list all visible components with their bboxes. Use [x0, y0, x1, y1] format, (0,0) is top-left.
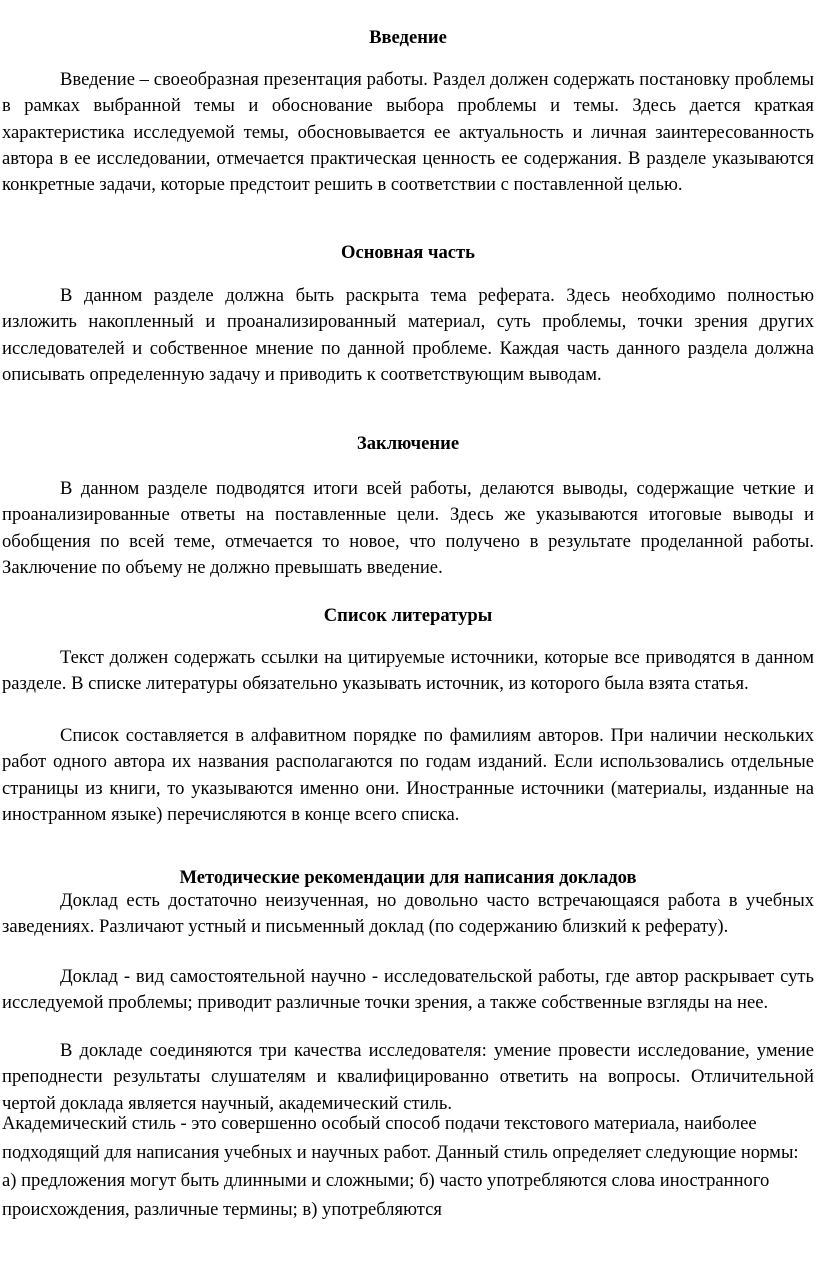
heading-intro: Введение: [369, 27, 447, 48]
paragraph-references-1: Текст должен содержать ссылки на цитируемые источники, которые все приводятся в данном разделе. В списке литературы обязательно указывать источник, из которого была взята статья.: [2, 647, 814, 695]
paragraph-reports-2: Доклад - вид самостоятельной научно - исследовательской работы, где автор раскрывает суть исследуемой проблемы; приводит различные точки зрения, а также собственные взгляды на нее.: [2, 966, 814, 1014]
heading-reports: Методические рекомендации для написания докладов: [179, 867, 637, 888]
paragraph-reports-3: В докладе соединяются три качества исследователя: умение провести исследование, умение преподнести результаты слушателям и квалифицированно ответить на вопросы. Отличительной чертой доклада является научный, академический стиль.: [2, 1040, 814, 1114]
paragraph-main: В данном разделе должна быть раскрыта тема реферата. Здесь необходимо полностью изложить накопленный и проанализированный материал, суть проблемы, точки зрения других исследователей и собственное мнение по данной проблеме. Каждая часть данного раздела должна описывать определенную задачу и приводить к соответствующим выводам.: [2, 285, 814, 385]
paragraph-references-2: Список составляется в алфавитном порядке по фамилиям авторов. При наличии нескольких работ одного автора их названия располагаются по годам изданий. Если использовались отдельные страницы из книги, то указываются именно они. Иностранные источники (материалы, изданные на иностранном языке) перечисляются в конце всего списка.: [2, 725, 814, 825]
paragraph-reports-1: Доклад есть достаточно неизученная, но довольно часто встречающаяся работа в учебных заведениях. Различают устный и письменный доклад (по содержанию близкий к реферату).: [2, 890, 814, 938]
heading-conclusion: Заключение: [356, 433, 460, 454]
heading-references: Список литературы: [323, 605, 493, 626]
paragraph-intro: Введение – своеобразная презентация работы. Раздел должен содержать постановку проблемы в рамках выбранной темы и обоснование выбора проблемы и темы. Здесь дается краткая характеристика исследуемой темы, обосновывается ее актуальность и личная заинтересованность автора в ее исследовании, отмечается практическая ценность ее содержания. В разделе указываются конкретные задачи, которые предстоит решить в соответствии с поставленной целью.: [2, 69, 814, 196]
heading-main: Основная часть: [340, 242, 476, 263]
paragraph-reports-4: Академический стиль - это совершенно особый способ подачи текстового материала, наиболее подходящий для написания учебных и научных работ. Данный стиль определяет следующие нормы: а) предложения могут быть длинными и сложными; б) часто употребляются слова иностранного происхождения, различные термины; в) употребляются: [2, 1113, 799, 1220]
paragraph-conclusion: В данном разделе подводятся итоги всей работы, делаются выводы, содержащие четкие и проанализированные ответы на поставленные цели. Здесь же указываются итоговые выводы и обобщения по всей теме, отмечается то новое, что получено в результате проделанной работы. Заключение по объему не должно превышать введение.: [2, 478, 814, 578]
